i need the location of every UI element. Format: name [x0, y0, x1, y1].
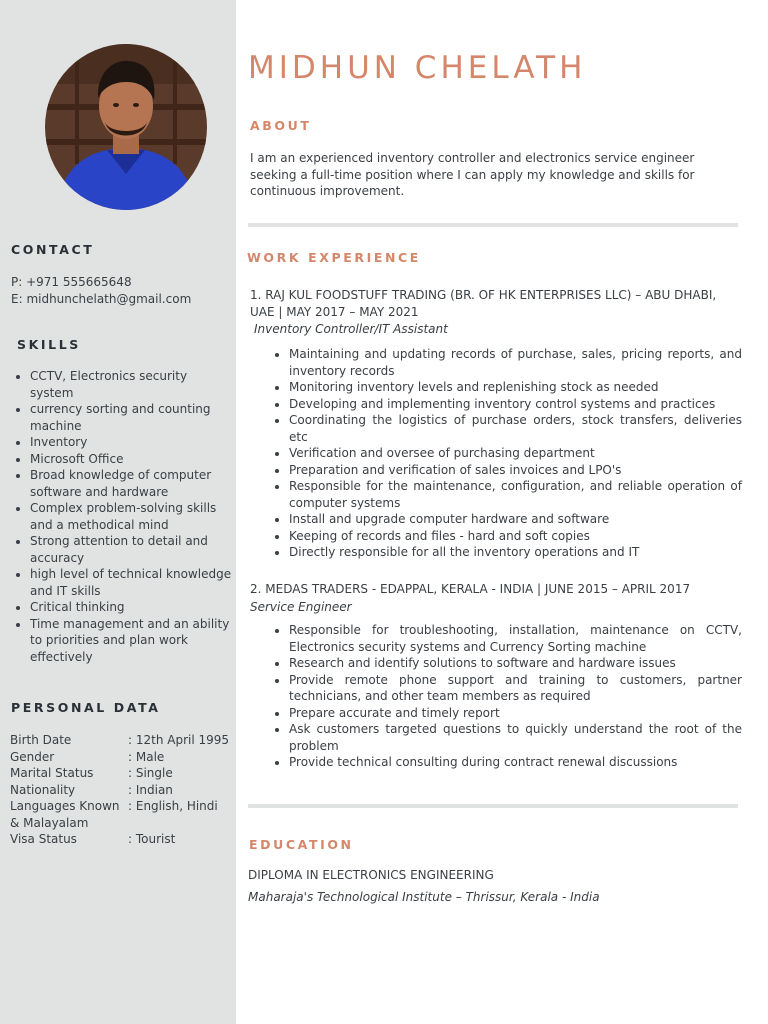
personal-value: : Male — [128, 749, 165, 764]
job-duties-list — [270, 622, 742, 771]
duty-item: • Maintaining and updating records of purchase, sales, pricing reports, and inventory records — [289, 346, 742, 379]
personal-value: : 12th April 1995 — [128, 733, 230, 747]
about-heading: ABOUT — [250, 118, 312, 133]
personal-value: : Indian — [128, 782, 173, 797]
duty-item: • Research and identify solutions to software and hardware issues — [289, 655, 742, 672]
duty-item: • Responsible for the maintenance, configuration, and reliable operation of computer systems — [289, 478, 742, 511]
education-degree: DIPLOMA IN ELECTRONICS ENGINEERING — [248, 868, 494, 882]
work-experience-heading: WORK EXPERIENCE — [247, 250, 421, 265]
personal-row — [10, 831, 234, 848]
duty-item: • Provide remote phone support and training to customers, partner technicians, and other team members as required — [289, 672, 742, 705]
personal-languages-continued: & Malayalam — [10, 815, 89, 830]
candidate-name: MIDHUN CHELATH — [248, 50, 587, 86]
contact-email: E: midhunchelath@gmail.com — [11, 292, 192, 306]
personal-value: : Single — [128, 766, 173, 780]
personal-row — [10, 749, 234, 766]
skill-item: • Complex problem-solving skills and a methodical mind — [30, 500, 233, 533]
skill-item: • Broad knowledge of computer software and hardware — [30, 467, 233, 500]
personal-key: Marital Status — [10, 766, 94, 780]
personal-key: Birth Date — [10, 733, 72, 747]
duty-item: • Provide technical consulting during contract renewal discussions — [289, 754, 742, 771]
job-title: 1. RAJ KUL FOODSTUFF TRADING (BR. OF HK ENTERPRISES LLC) – ABU DHABI, UAE | MAY 2017 – MAY 2021 — [250, 288, 717, 319]
skill-item: • currency sorting and counting machine — [30, 401, 233, 434]
education-school: Maharaja's Technological Institute – Thrissur, Kerala - India — [248, 890, 600, 904]
duty-item: • Ask customers targeted questions to quickly understand the root of the problem — [289, 721, 742, 754]
skill-item: • Inventory — [30, 434, 233, 451]
personal-row — [10, 815, 234, 832]
job-title: 2. MEDAS TRADERS - EDAPPAL, KERALA - INDIA | JUNE 2015 – APRIL 2017 — [250, 582, 691, 596]
sidebar — [0, 0, 236, 1024]
duty-item: • Developing and implementing inventory control systems and practices — [289, 396, 742, 413]
skill-item: • high level of technical knowledge and IT skills — [30, 566, 233, 599]
job-role: Inventory Controller/IT Assistant — [254, 322, 448, 336]
about-text: I am an experienced inventory controller and electronics service engineer seeking a full-time position where I can apply my knowledge and skills for continuous improvement. — [250, 151, 695, 198]
personal-data-heading: PERSONAL DATA — [11, 700, 161, 715]
duty-item: • Directly responsible for all the inventory operations and IT — [289, 544, 742, 561]
duty-item: • Verification and oversee of purchasing department — [289, 445, 742, 462]
duty-item: • Keeping of records and files - hard and soft copies — [289, 528, 742, 545]
job-duties-list — [270, 346, 742, 561]
section-divider — [248, 223, 738, 227]
duty-item: • Coordinating the logistics of purchase orders, stock transfers, deliveries etc — [289, 412, 742, 445]
duty-item: • Preparation and verification of sales invoices and LPO's — [289, 462, 742, 479]
contact-heading: CONTACT — [11, 242, 95, 257]
personal-value: : English, Hindi — [128, 799, 218, 813]
personal-key: Visa Status — [10, 832, 77, 846]
job-role: Service Engineer — [250, 600, 352, 614]
personal-row — [10, 765, 234, 782]
profile-photo — [45, 44, 207, 210]
duty-item: • Monitoring inventory levels and replenishing stock as needed — [289, 379, 742, 396]
personal-row — [10, 798, 234, 815]
education-heading: EDUCATION — [249, 837, 354, 852]
personal-value: : Tourist — [128, 832, 176, 846]
personal-key: Nationality — [10, 782, 76, 797]
personal-key: Gender — [10, 749, 55, 764]
skills-heading: SKILLS — [17, 337, 81, 352]
duty-item: • Responsible for troubleshooting, installation, maintenance on CCTV, Electronics security systems and Currency Sorting machine — [289, 622, 742, 655]
skill-item: • Time management and an ability to priorities and plan work effectively — [30, 616, 233, 666]
skill-item: • CCTV, Electronics security system — [30, 368, 233, 401]
personal-data-table — [10, 732, 234, 848]
personal-key: Languages Known — [10, 799, 120, 813]
skill-item: • Microsoft Office — [30, 451, 233, 468]
duty-item: • Prepare accurate and timely report — [289, 705, 742, 722]
section-divider — [248, 804, 738, 808]
skill-item: • Strong attention to detail and accuracy — [30, 533, 233, 566]
duty-item: • Install and upgrade computer hardware and software — [289, 511, 742, 528]
personal-row — [10, 782, 234, 799]
profile-photo-image — [45, 44, 207, 210]
personal-row — [10, 732, 234, 749]
skills-list — [11, 368, 233, 665]
skill-item: • Critical thinking — [30, 599, 233, 616]
contact-phone: P: +971 555665648 — [11, 275, 132, 289]
